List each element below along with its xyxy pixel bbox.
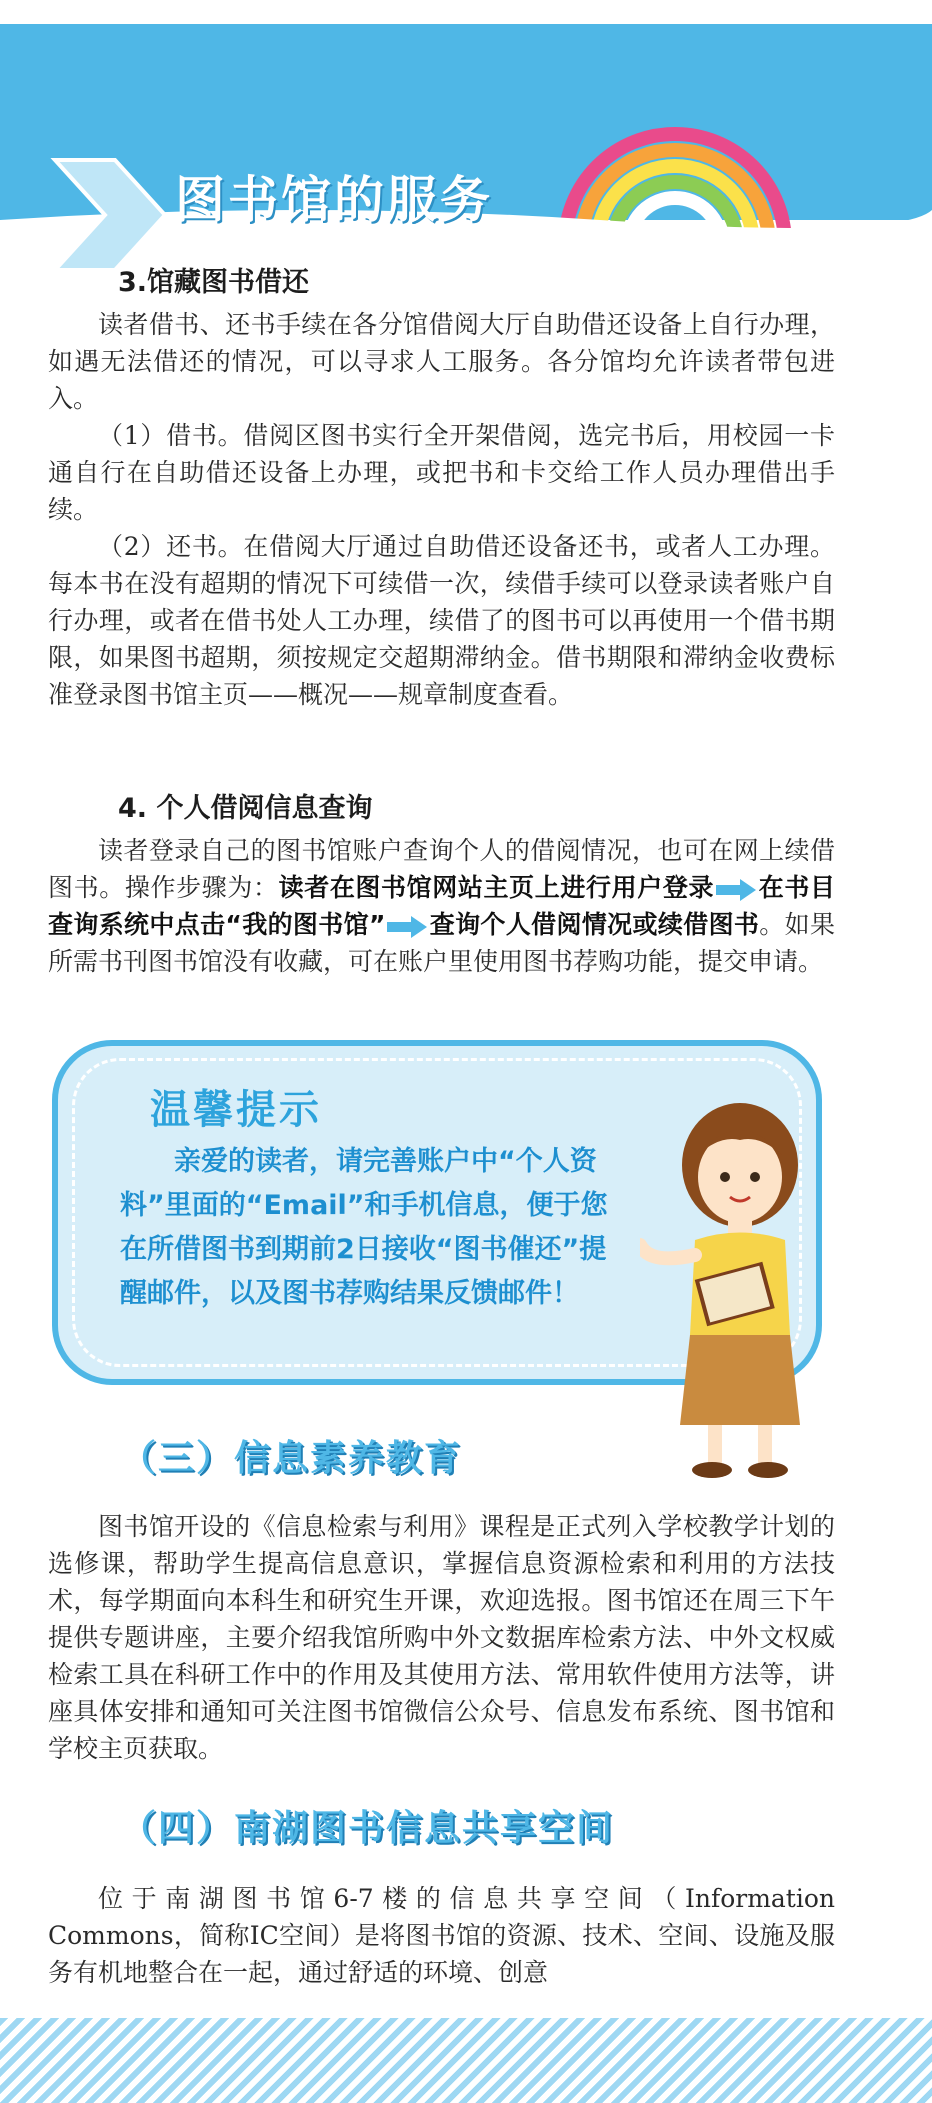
tip-title: 温馨提示 bbox=[150, 1087, 322, 1133]
footer-stripes bbox=[0, 2018, 932, 2103]
paragraph: （2）还书。在借阅大厅通过自助借还设备还书，或者人工办理。每本书在没有超期的情况下可续借一次，续借手续可以登录读者账户自行办理，或者在借书处人工办理，续借了的图书可以再使用一个借书期限，如果图书超期，须按规定交超期滞纳金。借书期限和滞纳金收费标准登录图书馆主页——概况——规章制度查看。 bbox=[48, 532, 835, 709]
paragraph bbox=[48, 832, 835, 980]
section-title: （三）信息素养教育 bbox=[120, 1438, 463, 1479]
librarian-illustration bbox=[640, 1095, 840, 1485]
section-heading: 4. 个人借阅信息查询 bbox=[118, 793, 373, 824]
step-text: 在书目查询系统中点击“我的图书馆” bbox=[48, 873, 835, 939]
section-title: （四）南湖图书信息共享空间 bbox=[120, 1808, 615, 1849]
text-fragment: 。如果所需书刊图书馆没有收藏，可在账户里使用图书荐购功能，提交申请。 bbox=[48, 910, 835, 976]
text-fragment: 读者登录自己的图书馆账户查询个人的借阅情况，也可在网上续借图书。操作步骤为： bbox=[48, 836, 835, 902]
step-text: 查询个人借阅情况或续借图书 bbox=[429, 910, 760, 939]
arrow-right-icon bbox=[387, 916, 427, 938]
section-heading: 3.馆藏图书借还 bbox=[118, 267, 310, 298]
step-text: 读者在图书馆网站主页上进行用户登录 bbox=[278, 873, 715, 902]
paragraph: 读者借书、还书手续在各分馆借阅大厅自助借还设备上自行办理，如遇无法借还的情况，可以寻求人工服务。各分馆均允许读者带包进入。 bbox=[48, 310, 835, 413]
paragraph: 位于南湖图书馆6-7楼的信息共享空间（Information Commons，简称IC空间）是将图书馆的资源、技术、空间、设施及服务有机地整合在一起，通过舒适的环境、创意 bbox=[48, 1884, 835, 1987]
page-title: 图书馆的服务 bbox=[175, 171, 493, 229]
tip-text: 亲爱的读者，请完善账户中“个人资料”里面的“Email”和手机信息，便于您在所借图书到期前2日接收“图书催还”提醒邮件，以及图书荐购结果反馈邮件！ bbox=[120, 1146, 608, 1309]
paragraph: 图书馆开设的《信息检索与利用》课程是正式列入学校教学计划的选修课，帮助学生提高信息意识，掌握信息资源检索和利用的方法技术，每学期面向本科生和研究生开课，欢迎选报。图书馆还在周三下午提供专题讲座，主要介绍我馆所购中外文数据库检索方法、中外文权威检索工具在科研工作中的作用及其使用方法、常用软件使用方法等，讲座具体安排和通知可关注图书馆微信公众号、信息发布系统、图书馆和学校主页获取。 bbox=[48, 1512, 835, 1763]
arrow-right-icon bbox=[716, 879, 756, 901]
paragraph: （1）借书。借阅区图书实行全开架借阅，选完书后，用校园一卡通自行在自助借还设备上办理，或把书和卡交给工作人员办理借出手续。 bbox=[48, 421, 835, 524]
